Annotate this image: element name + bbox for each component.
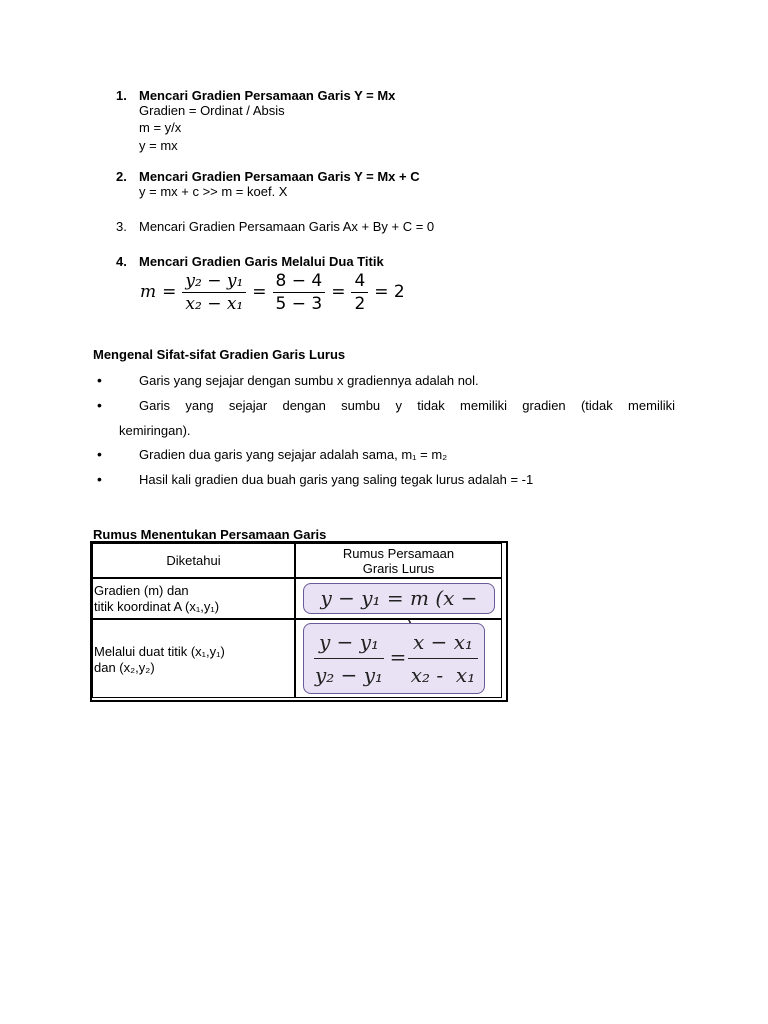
row-2-known-line-2: dan (x₂,y₂) <box>94 660 155 675</box>
formula-fraction-1 <box>182 271 246 314</box>
two-point-gradient-formula <box>140 267 405 317</box>
formulas-heading: Rumus Menentukan Persamaan Garis <box>93 527 327 542</box>
item-2-line-1: y = mx + c >> m = koef. X <box>139 184 288 199</box>
formula-fraction-3 <box>351 271 368 314</box>
row-2-known-cell <box>92 619 295 698</box>
item-4-title: Mencari Gradien Garis Melalui Dua Titik <box>139 254 384 269</box>
header-rumus-line-1: Rumus Persamaan <box>342 546 455 561</box>
row-1-known-cell <box>92 578 295 619</box>
row-2-formula-cell <box>295 619 502 698</box>
item-1-title: Mencari Gradien Persamaan Garis Y = Mx <box>139 88 396 103</box>
header-rumus-line-2: Graris Lurus <box>362 561 435 576</box>
formula-eq-1: = <box>162 282 177 302</box>
item-2-number: 2. <box>116 169 127 184</box>
row-2-known-line-1: Melalui duat titik (x₁,y₁) <box>94 644 225 659</box>
two-point-right-bar <box>408 658 478 659</box>
property-1: Garis yang sejajar dengan sumbu x gradiennya adalah nol. <box>139 373 479 388</box>
bullet-3: • <box>97 446 102 462</box>
formula-eq-2: = <box>252 282 267 302</box>
fraction-1-numerator: y₂ − y₁ <box>182 271 246 293</box>
property-4: Hasil kali gradien dua buah garis yang saling tegak lurus adalah = -1 <box>139 472 534 487</box>
row-1-known-line-2: titik koordinat A (x₁,y₁) <box>94 599 220 614</box>
bullet-1: • <box>97 372 102 388</box>
fraction-2-denominator: 5 − 3 <box>275 293 323 314</box>
header-cell-diketahui <box>92 543 295 578</box>
two-point-right-denominator: x₂ - x₁ <box>410 663 476 687</box>
two-point-left-numerator: y − y₁ <box>318 630 380 654</box>
two-point-formula <box>303 623 485 694</box>
property-2-continued: kemiringan). <box>119 423 191 438</box>
fraction-3-denominator: 2 <box>354 293 366 314</box>
bullet-2: • <box>97 397 102 413</box>
item-1-line-3: y = mx <box>139 138 178 153</box>
formula-fraction-2 <box>273 271 326 314</box>
properties-heading: Mengenal Sifat-sifat Gradien Garis Lurus <box>93 347 346 362</box>
item-1-line-1: Gradien = Ordinat / Absis <box>139 103 285 118</box>
property-2: Garis yang sejajar dengan sumbu y tidak memiliki gradien (tidak memiliki <box>139 398 675 413</box>
row-1-formula-cell <box>295 578 502 619</box>
formula-result: = 2 <box>374 282 405 302</box>
formula-m: m <box>140 282 157 302</box>
fraction-2-numerator: 8 − 4 <box>273 271 326 293</box>
fraction-1-denominator: x₂ − x₁ <box>185 293 244 314</box>
item-4-number: 4. <box>116 254 127 269</box>
item-3-number: 3. <box>116 219 127 234</box>
header-diketahui: Diketahui <box>166 553 221 568</box>
two-point-eq: = <box>389 645 407 669</box>
point-slope-formula: y − y₁ = m (x − <box>303 583 495 614</box>
bullet-4: • <box>97 471 102 487</box>
two-point-left-denominator: y₂ − y₁ <box>314 663 384 687</box>
fraction-3-numerator: 4 <box>351 271 368 293</box>
two-point-left-bar <box>314 658 384 659</box>
formula-eq-3: = <box>331 282 346 302</box>
row-1-known-line-1: Gradien (m) dan <box>94 583 189 598</box>
item-1-number: 1. <box>116 88 127 103</box>
two-point-right-numerator: x − x₁ <box>412 630 474 654</box>
header-cell-rumus <box>295 543 502 578</box>
property-3: Gradien dua garis yang sejajar adalah sama, m₁ = m₂ <box>139 447 448 462</box>
item-1-line-2: m = y/x <box>139 120 182 135</box>
item-3-title: Mencari Gradien Persamaan Garis Ax + By + C = 0 <box>139 219 435 234</box>
item-2-title: Mencari Gradien Persamaan Garis Y = Mx + C <box>139 169 420 184</box>
